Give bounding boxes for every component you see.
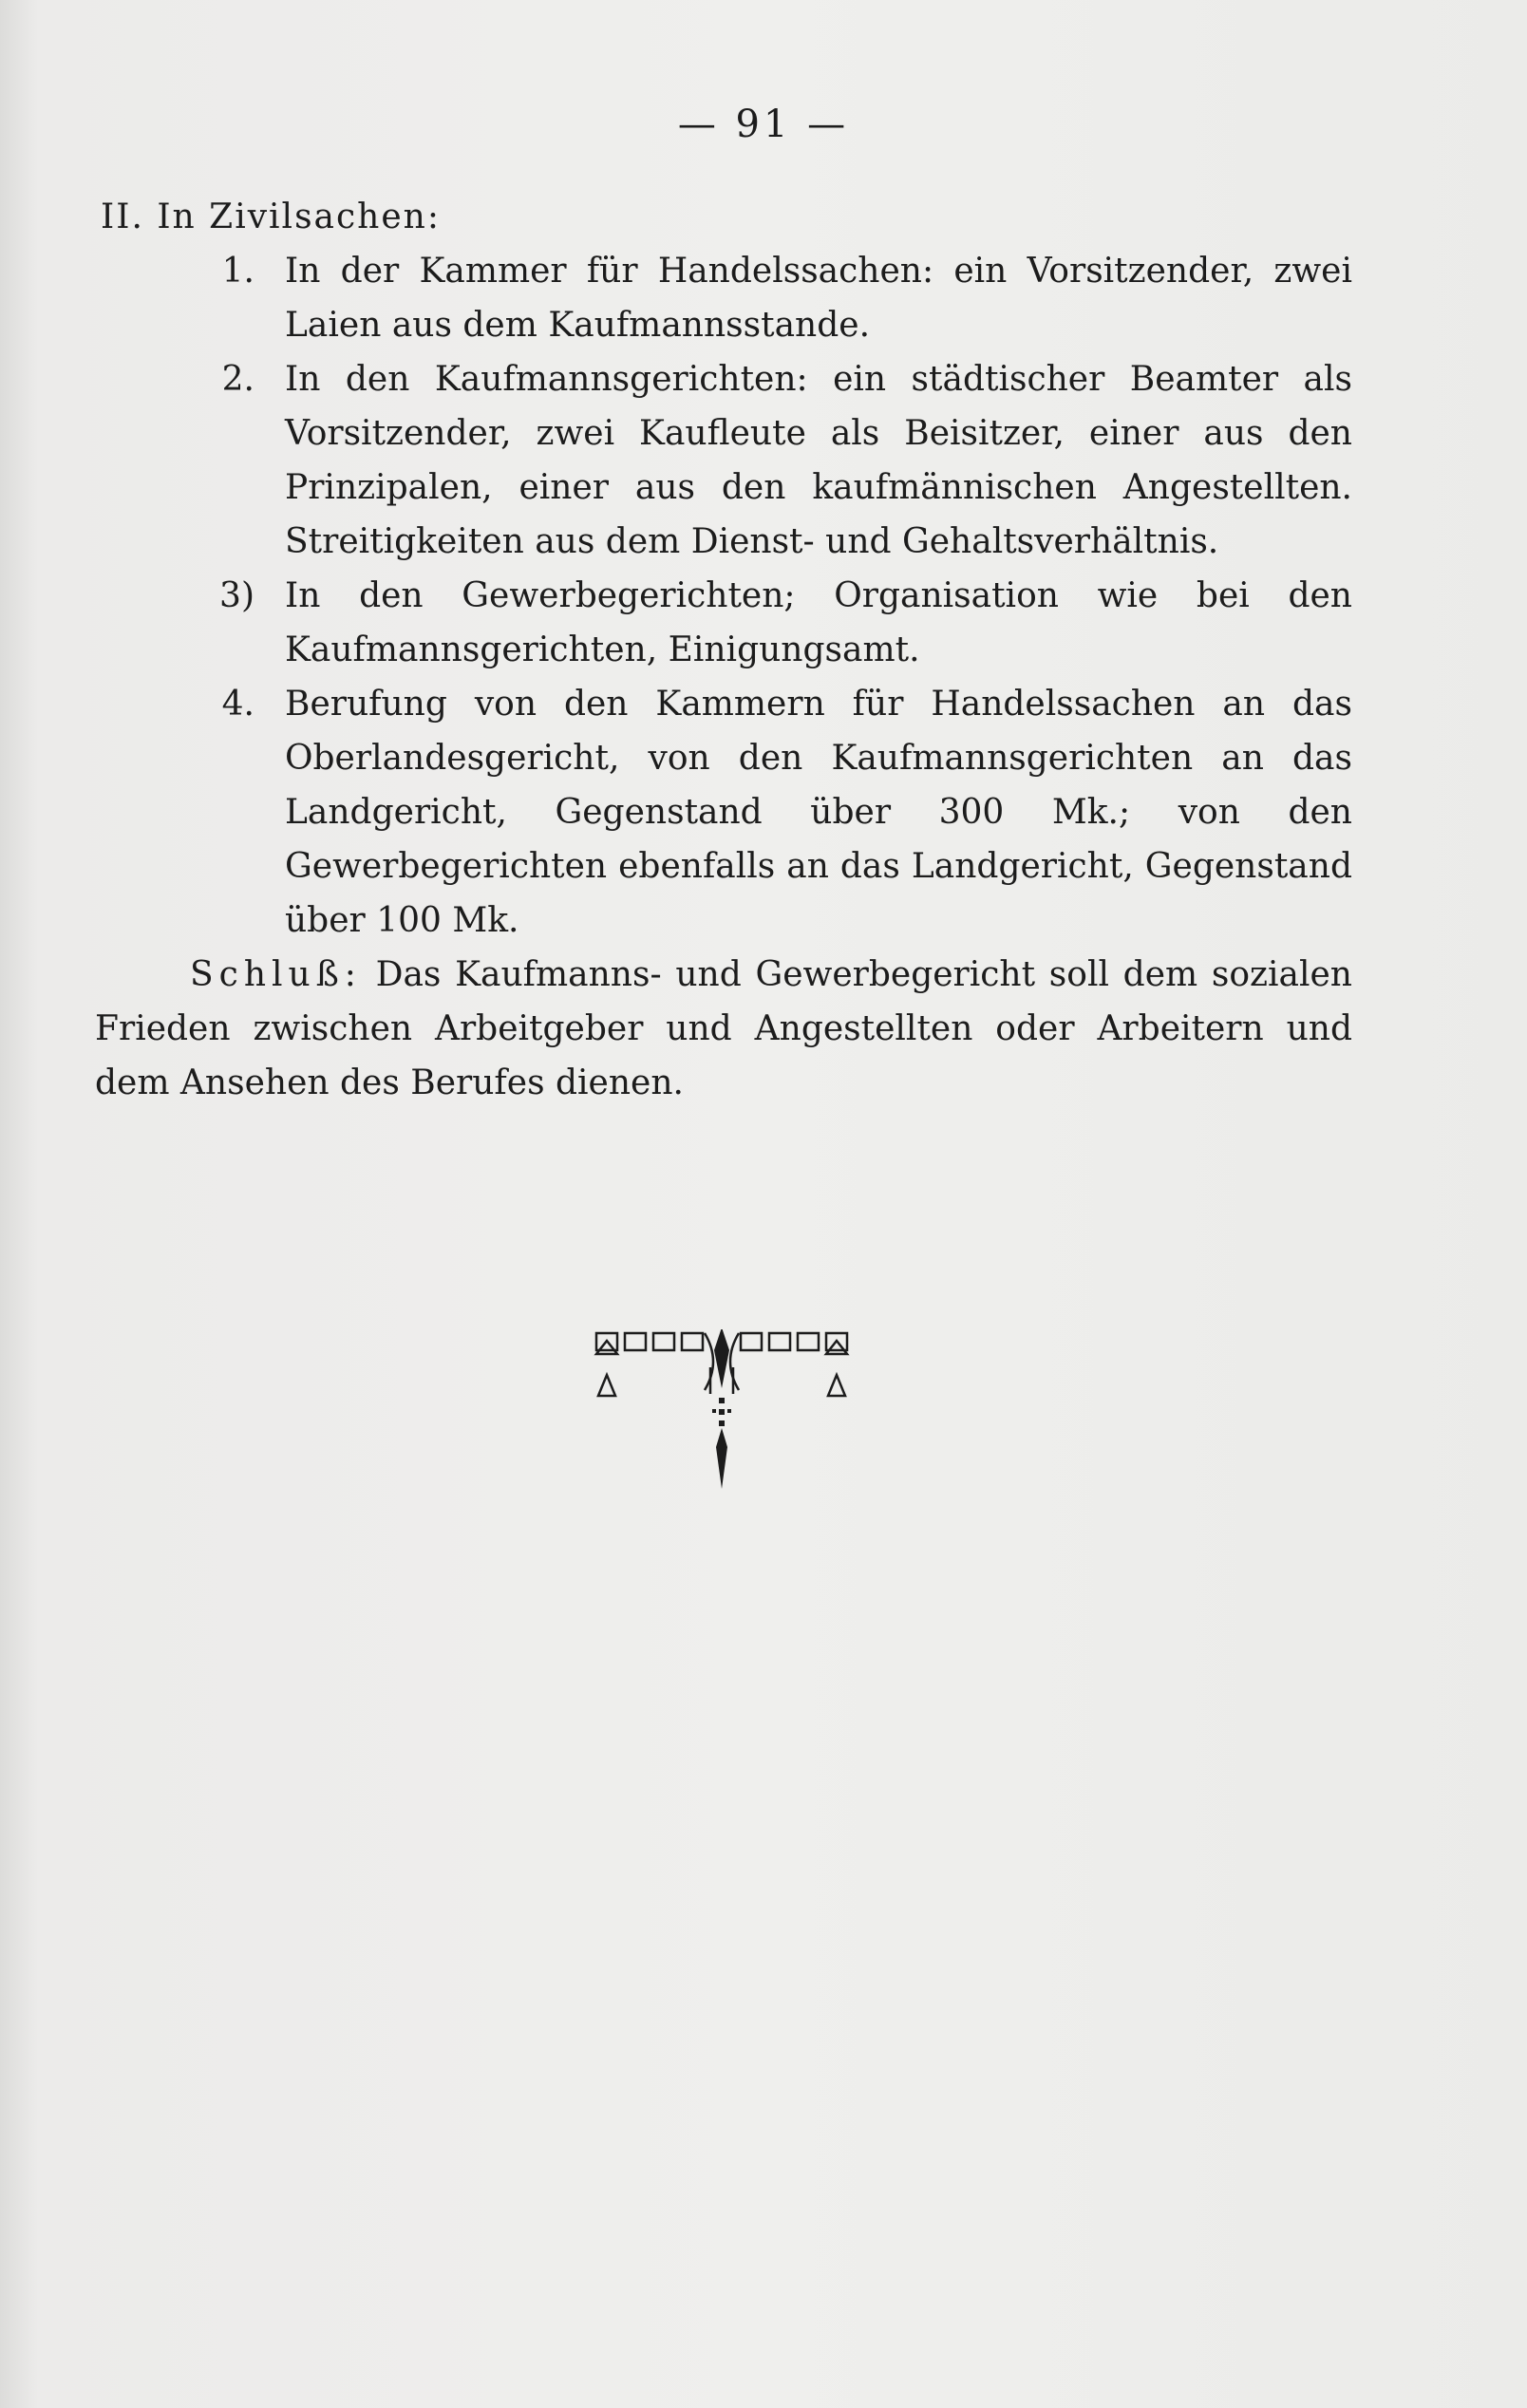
list-item	[95, 244, 1352, 352]
list-item	[95, 677, 1352, 948]
list-item-number: 4.	[221, 685, 254, 724]
list-item-text: In den Gewerbegerichten; Organisation wie bei den Kaufmannsgerichten, Einigungsamt.	[285, 576, 1352, 669]
conclusion-paragraph	[95, 948, 1352, 1110]
list-item-text: In der Kammer für Handelssachen: ein Vorsitzender, zwei Laien aus dem Kaufmannsstande.	[285, 252, 1352, 345]
list-item-number: 1.	[221, 252, 254, 291]
list-item-text: Berufung von den Kammern für Handelssachen an das Oberlandesgericht, von den Kaufmannsgerichten an das Landgericht, Gegenstand über 300 Mk.; von den Gewerbegerichten ebenfalls an das Landgericht, Gegenstand über 100 Mk.	[285, 685, 1352, 940]
list-item	[95, 569, 1352, 677]
conclusion-label: Schluß:	[190, 955, 362, 994]
list-item	[95, 352, 1352, 569]
list-item-number: 2.	[221, 360, 254, 399]
list-item-text: In den Kaufmannsgerichten: ein städtischer Beamter als Vorsitzender, zwei Kaufleute als Beisitzer, einer aus den Prinzipalen, einer aus den kaufmännischen Angestellten. Streitigkeiten aus dem Dienst- und Gehaltsverhältnis.	[285, 360, 1352, 561]
section-heading: II. In Zivilsachen:	[101, 198, 441, 236]
main-text	[95, 190, 1352, 1110]
list-item-number: 3)	[219, 576, 254, 615]
page-number: — 91 —	[677, 103, 850, 146]
conclusion-text: Das Kaufmanns- und Gewerbegericht soll dem sozialen Frieden zwischen Arbeitgeber und Angestellten oder Arbeitern und dem Ansehen des Berufes dienen.	[95, 955, 1352, 1102]
ornament-vignette-icon	[589, 1329, 855, 1500]
